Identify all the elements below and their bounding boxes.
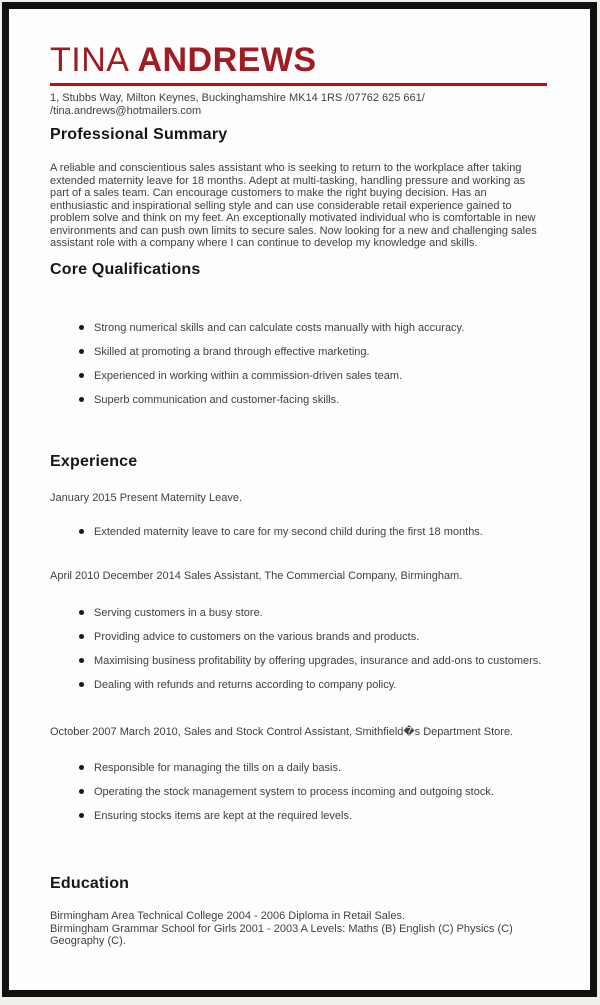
bullet-icon	[79, 325, 84, 330]
bullet-icon	[79, 658, 84, 663]
job-duties-list	[50, 607, 547, 692]
bullet-icon	[79, 373, 84, 378]
list-item	[79, 322, 547, 335]
education-text	[50, 910, 547, 948]
professional-summary-heading: Professional Summary	[50, 126, 228, 144]
section-education	[50, 875, 547, 948]
job-duties-list	[50, 526, 547, 539]
section-professional-summary	[50, 126, 547, 250]
bullet-icon	[79, 789, 84, 794]
list-item	[79, 631, 547, 644]
bullet-icon	[79, 397, 84, 402]
list-item-text: Maximising business profitability by offering upgrades, insurance and add-ons to customers.	[94, 654, 542, 667]
professional-summary-text: A reliable and conscientious sales assistant who is seeking to return to the workplace after taking extended maternity leave for 18 months. Adept at multi-tasking, handling pressure and working as part of a sales team. Can encourage customers to make the right buying decision. Has an enthusiastic and inspirational selling style and can use considerable retail experience gained to problem solve and think on my feet. An exceptionally motivated individual who is comfortable in new environments and can push own limits to secure sales. Now looking for a new and challenging sales assistant role with a company where I can continue to develop my knowledge and skills.	[50, 162, 537, 250]
list-item	[79, 655, 547, 668]
job-title: April 2010 December 2014 Sales Assistant, The Commercial Company, Birmingham.	[50, 570, 463, 583]
contact-info	[50, 92, 547, 117]
list-item	[79, 394, 547, 407]
list-item-text: Superb communication and customer-facing skills.	[94, 393, 340, 406]
bullet-icon	[79, 634, 84, 639]
section-experience	[50, 453, 547, 822]
list-item-text: Ensuring stocks items are kept at the required levels.	[94, 809, 353, 822]
list-item	[79, 679, 547, 692]
job-duties-list	[50, 762, 547, 823]
list-item-text: Skilled at promoting a brand through effective marketing.	[94, 345, 370, 358]
job-title: January 2015 Present Maternity Leave.	[50, 492, 243, 505]
bullet-icon	[79, 765, 84, 770]
contact-email: /tina.andrews@hotmailers.com	[50, 104, 202, 117]
education-heading: Education	[50, 875, 130, 893]
list-item-text: Serving customers in a busy store.	[94, 606, 263, 619]
list-item-text: Experienced in working within a commission-driven sales team.	[94, 369, 403, 382]
bullet-icon	[79, 610, 84, 615]
list-item-text: Strong numerical skills and can calculate costs manually with high accuracy.	[94, 321, 465, 334]
list-item	[79, 786, 547, 799]
list-item-text: Extended maternity leave to care for my second child during the first 18 months.	[94, 525, 483, 538]
list-item	[79, 810, 547, 823]
experience-job	[50, 570, 547, 691]
experience-job	[50, 726, 547, 822]
list-item-text: Operating the stock management system to process incoming and outgoing stock.	[94, 785, 494, 798]
list-item	[79, 607, 547, 620]
education-entry: Birmingham Grammar School for Girls 2001 - 2003 A Levels: Maths (B) English (C) Physics (C) Geography (C).	[50, 922, 513, 948]
candidate-first-name: TINA	[50, 41, 130, 79]
core-qualifications-list	[50, 322, 547, 407]
list-item-text: Responsible for managing the tills on a daily basis.	[94, 761, 342, 774]
cv-frame	[2, 2, 597, 997]
candidate-name	[50, 42, 547, 78]
list-item	[79, 762, 547, 775]
bullet-icon	[79, 813, 84, 818]
bullet-icon	[79, 682, 84, 687]
list-item	[79, 370, 547, 383]
core-qualifications-heading: Core Qualifications	[50, 260, 201, 278]
bullet-icon	[79, 529, 84, 534]
candidate-last-name: ANDREWS	[137, 41, 317, 79]
contact-address: 1, Stubbs Way, Milton Keynes, Buckinghamshire MK14 1RS /07762 625 661/	[50, 92, 425, 104]
bullet-icon	[79, 349, 84, 354]
section-core-qualifications	[50, 261, 547, 407]
list-item	[79, 346, 547, 359]
job-title: October 2007 March 2010, Sales and Stock Control Assistant, Smithfield�s Department Store.	[50, 726, 514, 739]
cv-header	[50, 42, 547, 117]
list-item-text: Dealing with refunds and returns according to company policy.	[94, 678, 397, 691]
list-item-text: Providing advice to customers on the various brands and products.	[94, 630, 420, 643]
list-item	[79, 526, 547, 539]
experience-heading: Experience	[50, 453, 138, 471]
experience-job	[50, 492, 547, 538]
header-rule	[50, 83, 547, 86]
education-entry: Birmingham Area Technical College 2004 - 2006 Diploma in Retail Sales.	[50, 910, 406, 923]
